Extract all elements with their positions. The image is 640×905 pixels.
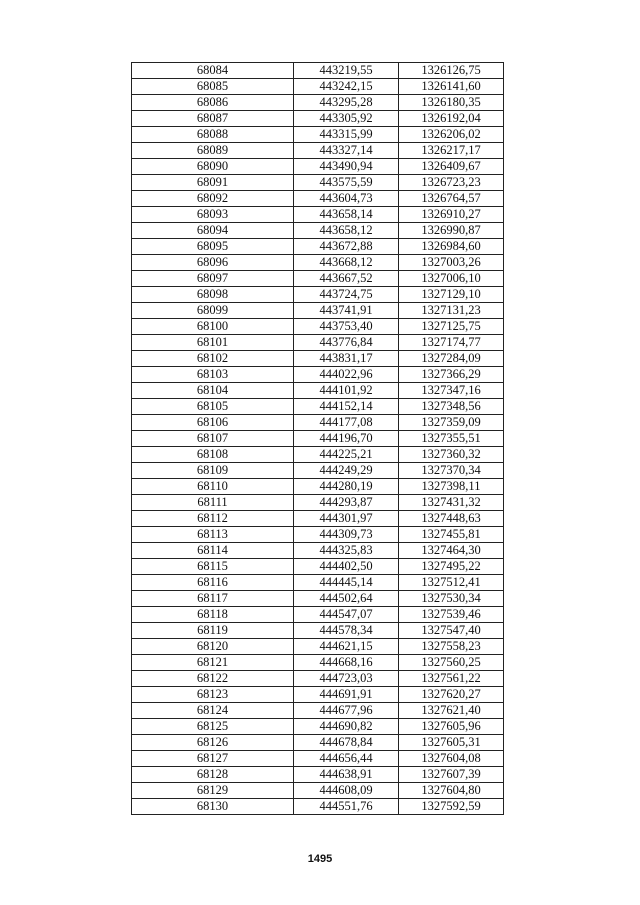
table-row (132, 175, 504, 191)
point-id-cell: 68125 (132, 719, 294, 735)
table-row (132, 319, 504, 335)
point-id-cell: 68090 (132, 159, 294, 175)
x-coordinate-cell: 444177,08 (294, 415, 399, 431)
table-row (132, 223, 504, 239)
table-row (132, 527, 504, 543)
point-id-cell: 68108 (132, 447, 294, 463)
point-id-cell: 68118 (132, 607, 294, 623)
y-coordinate-cell: 1326217,17 (399, 143, 504, 159)
y-coordinate-cell: 1327448,63 (399, 511, 504, 527)
x-coordinate-cell: 443219,55 (294, 63, 399, 79)
table-row (132, 383, 504, 399)
table-row (132, 399, 504, 415)
point-id-cell: 68103 (132, 367, 294, 383)
y-coordinate-cell: 1326723,23 (399, 175, 504, 191)
table-row (132, 511, 504, 527)
y-coordinate-cell: 1326180,35 (399, 95, 504, 111)
x-coordinate-cell: 444402,50 (294, 559, 399, 575)
table-row (132, 159, 504, 175)
table-row (132, 783, 504, 799)
table-row (132, 623, 504, 639)
point-id-cell: 68105 (132, 399, 294, 415)
y-coordinate-cell: 1327605,96 (399, 719, 504, 735)
point-id-cell: 68089 (132, 143, 294, 159)
x-coordinate-cell: 444691,91 (294, 687, 399, 703)
point-id-cell: 68094 (132, 223, 294, 239)
point-id-cell: 68130 (132, 799, 294, 815)
table-row (132, 575, 504, 591)
x-coordinate-cell: 443831,17 (294, 351, 399, 367)
point-id-cell: 68084 (132, 63, 294, 79)
y-coordinate-cell: 1326990,87 (399, 223, 504, 239)
y-coordinate-cell: 1326984,60 (399, 239, 504, 255)
y-coordinate-cell: 1327431,32 (399, 495, 504, 511)
point-id-cell: 68092 (132, 191, 294, 207)
point-id-cell: 68129 (132, 783, 294, 799)
table-row (132, 655, 504, 671)
x-coordinate-cell: 443741,91 (294, 303, 399, 319)
x-coordinate-cell: 444677,96 (294, 703, 399, 719)
x-coordinate-cell: 443305,92 (294, 111, 399, 127)
point-id-cell: 68110 (132, 479, 294, 495)
x-coordinate-cell: 444309,73 (294, 527, 399, 543)
table-row (132, 191, 504, 207)
table-row (132, 351, 504, 367)
point-id-cell: 68104 (132, 383, 294, 399)
x-coordinate-cell: 443668,12 (294, 255, 399, 271)
x-coordinate-cell: 444325,83 (294, 543, 399, 559)
x-coordinate-cell: 443667,52 (294, 271, 399, 287)
point-id-cell: 68123 (132, 687, 294, 703)
point-id-cell: 68091 (132, 175, 294, 191)
table-row (132, 271, 504, 287)
table-row (132, 239, 504, 255)
y-coordinate-cell: 1327174,77 (399, 335, 504, 351)
x-coordinate-cell: 444551,76 (294, 799, 399, 815)
point-id-cell: 68127 (132, 751, 294, 767)
point-id-cell: 68120 (132, 639, 294, 655)
x-coordinate-cell: 444152,14 (294, 399, 399, 415)
point-id-cell: 68128 (132, 767, 294, 783)
y-coordinate-cell: 1327621,40 (399, 703, 504, 719)
table-row (132, 303, 504, 319)
table-row (132, 287, 504, 303)
point-id-cell: 68115 (132, 559, 294, 575)
table-row (132, 735, 504, 751)
point-id-cell: 68096 (132, 255, 294, 271)
table-row (132, 111, 504, 127)
y-coordinate-cell: 1327355,51 (399, 431, 504, 447)
y-coordinate-cell: 1327620,27 (399, 687, 504, 703)
y-coordinate-cell: 1327604,08 (399, 751, 504, 767)
y-coordinate-cell: 1327464,30 (399, 543, 504, 559)
point-id-cell: 68102 (132, 351, 294, 367)
y-coordinate-cell: 1326764,57 (399, 191, 504, 207)
table-row (132, 415, 504, 431)
point-id-cell: 68114 (132, 543, 294, 559)
x-coordinate-cell: 444196,70 (294, 431, 399, 447)
x-coordinate-cell: 444621,15 (294, 639, 399, 655)
y-coordinate-cell: 1327530,34 (399, 591, 504, 607)
x-coordinate-cell: 444101,92 (294, 383, 399, 399)
y-coordinate-cell: 1326409,67 (399, 159, 504, 175)
x-coordinate-cell: 444293,87 (294, 495, 399, 511)
table-row (132, 431, 504, 447)
y-coordinate-cell: 1327605,31 (399, 735, 504, 751)
table-row (132, 639, 504, 655)
y-coordinate-cell: 1327366,29 (399, 367, 504, 383)
x-coordinate-cell: 444608,09 (294, 783, 399, 799)
point-id-cell: 68122 (132, 671, 294, 687)
x-coordinate-cell: 444678,84 (294, 735, 399, 751)
x-coordinate-cell: 444445,14 (294, 575, 399, 591)
point-id-cell: 68113 (132, 527, 294, 543)
y-coordinate-cell: 1327125,75 (399, 319, 504, 335)
table-row (132, 367, 504, 383)
x-coordinate-cell: 443724,75 (294, 287, 399, 303)
y-coordinate-cell: 1326192,04 (399, 111, 504, 127)
x-coordinate-cell: 444280,19 (294, 479, 399, 495)
point-id-cell: 68116 (132, 575, 294, 591)
x-coordinate-cell: 443575,59 (294, 175, 399, 191)
table-row (132, 591, 504, 607)
table-row (132, 255, 504, 271)
point-id-cell: 68126 (132, 735, 294, 751)
y-coordinate-cell: 1327547,40 (399, 623, 504, 639)
table-row (132, 95, 504, 111)
table-row (132, 719, 504, 735)
y-coordinate-cell: 1327360,32 (399, 447, 504, 463)
point-id-cell: 68121 (132, 655, 294, 671)
point-id-cell: 68093 (132, 207, 294, 223)
x-coordinate-cell: 444690,82 (294, 719, 399, 735)
table-row (132, 79, 504, 95)
table-row (132, 63, 504, 79)
point-id-cell: 68088 (132, 127, 294, 143)
x-coordinate-cell: 443604,73 (294, 191, 399, 207)
table-row (132, 127, 504, 143)
point-id-cell: 68097 (132, 271, 294, 287)
x-coordinate-cell: 444022,96 (294, 367, 399, 383)
point-id-cell: 68111 (132, 495, 294, 511)
y-coordinate-cell: 1327592,59 (399, 799, 504, 815)
y-coordinate-cell: 1327558,23 (399, 639, 504, 655)
point-id-cell: 68087 (132, 111, 294, 127)
y-coordinate-cell: 1327398,11 (399, 479, 504, 495)
table-row (132, 607, 504, 623)
point-id-cell: 68098 (132, 287, 294, 303)
table-row (132, 559, 504, 575)
x-coordinate-cell: 443242,15 (294, 79, 399, 95)
x-coordinate-cell: 444578,34 (294, 623, 399, 639)
point-id-cell: 68100 (132, 319, 294, 335)
table-row (132, 671, 504, 687)
x-coordinate-cell: 444225,21 (294, 447, 399, 463)
table-row (132, 767, 504, 783)
x-coordinate-cell: 443490,94 (294, 159, 399, 175)
point-id-cell: 68112 (132, 511, 294, 527)
x-coordinate-cell: 443776,84 (294, 335, 399, 351)
coordinates-table (131, 62, 504, 815)
table-row (132, 335, 504, 351)
point-id-cell: 68109 (132, 463, 294, 479)
table-row (132, 447, 504, 463)
point-id-cell: 68085 (132, 79, 294, 95)
x-coordinate-cell: 444668,16 (294, 655, 399, 671)
table-row (132, 463, 504, 479)
x-coordinate-cell: 444502,64 (294, 591, 399, 607)
point-id-cell: 68117 (132, 591, 294, 607)
y-coordinate-cell: 1327006,10 (399, 271, 504, 287)
coordinates-table-body (132, 63, 504, 815)
table-row (132, 543, 504, 559)
table-row (132, 799, 504, 815)
y-coordinate-cell: 1327370,34 (399, 463, 504, 479)
table-row (132, 495, 504, 511)
y-coordinate-cell: 1326910,27 (399, 207, 504, 223)
table-row (132, 479, 504, 495)
point-id-cell: 68119 (132, 623, 294, 639)
y-coordinate-cell: 1326126,75 (399, 63, 504, 79)
y-coordinate-cell: 1327359,09 (399, 415, 504, 431)
table-row (132, 687, 504, 703)
y-coordinate-cell: 1327284,09 (399, 351, 504, 367)
y-coordinate-cell: 1327604,80 (399, 783, 504, 799)
table-row (132, 143, 504, 159)
x-coordinate-cell: 443327,14 (294, 143, 399, 159)
x-coordinate-cell: 444656,44 (294, 751, 399, 767)
y-coordinate-cell: 1327561,22 (399, 671, 504, 687)
x-coordinate-cell: 444249,29 (294, 463, 399, 479)
y-coordinate-cell: 1327348,56 (399, 399, 504, 415)
y-coordinate-cell: 1327003,26 (399, 255, 504, 271)
x-coordinate-cell: 443315,99 (294, 127, 399, 143)
page-number: 1495 (307, 853, 333, 865)
point-id-cell: 68101 (132, 335, 294, 351)
point-id-cell: 68106 (132, 415, 294, 431)
x-coordinate-cell: 443295,28 (294, 95, 399, 111)
y-coordinate-cell: 1326141,60 (399, 79, 504, 95)
y-coordinate-cell: 1327560,25 (399, 655, 504, 671)
y-coordinate-cell: 1327455,81 (399, 527, 504, 543)
point-id-cell: 68099 (132, 303, 294, 319)
x-coordinate-cell: 444547,07 (294, 607, 399, 623)
x-coordinate-cell: 443753,40 (294, 319, 399, 335)
point-id-cell: 68124 (132, 703, 294, 719)
y-coordinate-cell: 1327607,39 (399, 767, 504, 783)
point-id-cell: 68107 (132, 431, 294, 447)
y-coordinate-cell: 1327539,46 (399, 607, 504, 623)
y-coordinate-cell: 1326206,02 (399, 127, 504, 143)
x-coordinate-cell: 443658,12 (294, 223, 399, 239)
point-id-cell: 68095 (132, 239, 294, 255)
x-coordinate-cell: 443658,14 (294, 207, 399, 223)
x-coordinate-cell: 444638,91 (294, 767, 399, 783)
table-row (132, 751, 504, 767)
table-row (132, 207, 504, 223)
x-coordinate-cell: 444301,97 (294, 511, 399, 527)
y-coordinate-cell: 1327131,23 (399, 303, 504, 319)
x-coordinate-cell: 443672,88 (294, 239, 399, 255)
y-coordinate-cell: 1327512,41 (399, 575, 504, 591)
table-row (132, 703, 504, 719)
y-coordinate-cell: 1327129,10 (399, 287, 504, 303)
x-coordinate-cell: 444723,03 (294, 671, 399, 687)
point-id-cell: 68086 (132, 95, 294, 111)
y-coordinate-cell: 1327347,16 (399, 383, 504, 399)
y-coordinate-cell: 1327495,22 (399, 559, 504, 575)
